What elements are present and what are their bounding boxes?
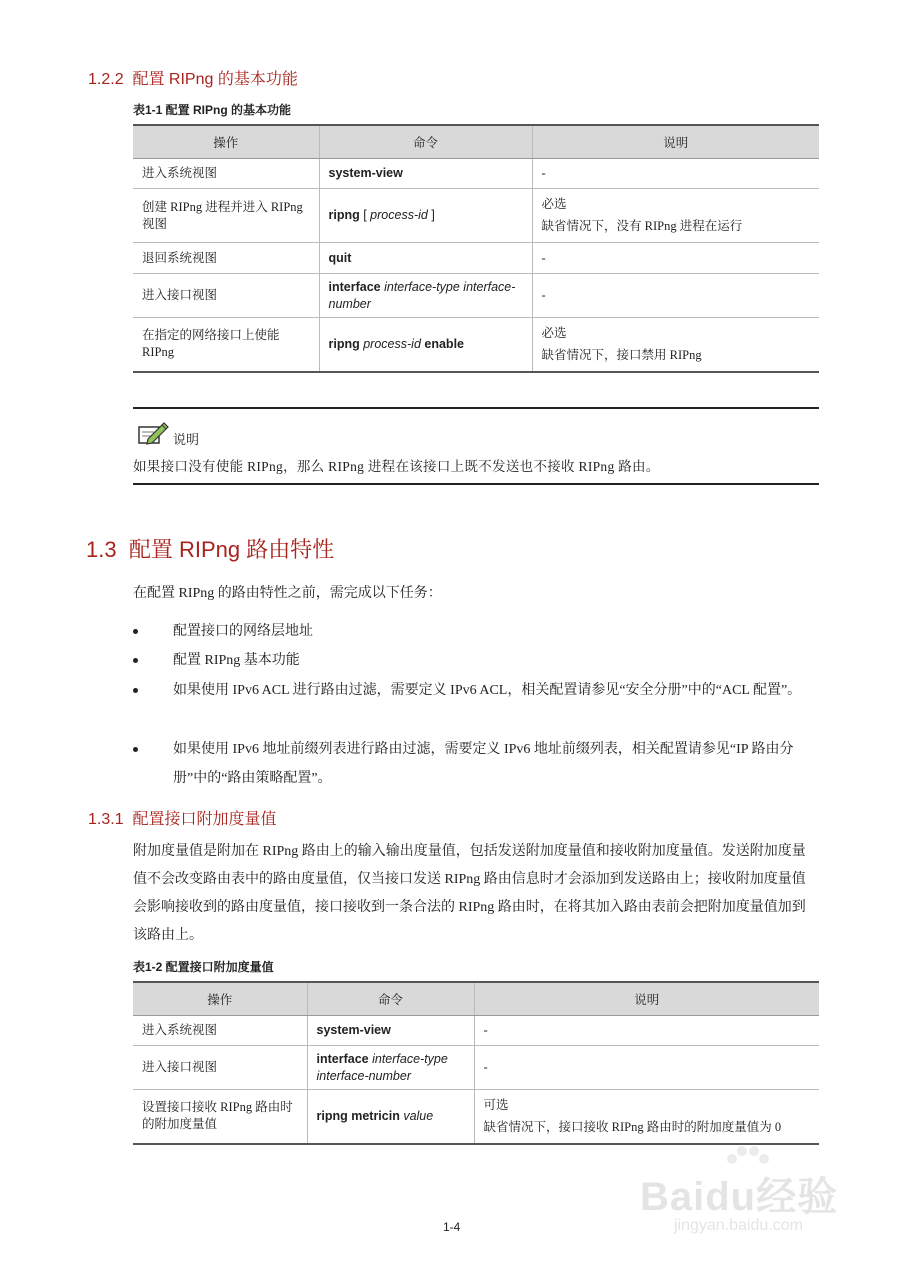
bullet-icon: [133, 658, 138, 663]
table-row: [133, 189, 819, 243]
header-operation: 操作: [133, 125, 319, 159]
description-cell: -: [474, 1046, 819, 1090]
description-cell: -: [532, 159, 819, 189]
table-caption-1-1: 表1-1 配置 RIPng 的基本功能: [133, 103, 292, 117]
watermark-brand: Baidu经验: [640, 1175, 839, 1219]
command-cell: quit: [319, 243, 532, 274]
note-text: 如果接口没有使能 RIPng，那么 RIPng 进程在该接口上既不发送也不接收 RIPng 路由。: [133, 459, 660, 474]
bullet-icon: [133, 688, 138, 693]
table-header-row: [133, 125, 819, 159]
page-number: 1-4: [443, 1220, 461, 1234]
bullet-icon: [133, 747, 138, 752]
operation-cell: 进入系统视图: [133, 159, 319, 189]
baidu-watermark: [640, 1145, 880, 1245]
header-command: 命令: [307, 982, 474, 1016]
command-cell: ripng process-id enable: [319, 318, 532, 372]
operation-cell: 创建 RIPng 进程并进入 RIPng 视图: [133, 189, 319, 243]
command-cell: interface interface-type interface-number: [307, 1046, 474, 1090]
description-cell: 可选 缺省情况下，接口接收 RIPng 路由时的附加度量值为 0: [474, 1090, 819, 1144]
table-row: [133, 1090, 819, 1144]
operation-cell: 设置接口接收 RIPng 路由时的附加度量值: [133, 1090, 307, 1144]
table-row: [133, 274, 819, 318]
table-row: [133, 1016, 819, 1046]
header-command: 命令: [319, 125, 532, 159]
section-paragraph: 附加度量值是附加在 RIPng 路由上的输入输出度量值，包括发送附加度量值和接收附加度量值。发送附加度量值不会改变路由表中的路由度量值，仅当接口发送 RIPng 路由信息时才会添加到发送路由上；接收附加度量值会影响接收到的路由度量值，接口接收到一条合法的 RIPng 路由时，在将其加入路由表前会把附加度量值加到该路由上。: [133, 844, 806, 943]
table-row: [133, 1046, 819, 1090]
command-cell: ripng metricin value: [307, 1090, 474, 1144]
section-intro: 在配置 RIPng 的路由特性之前，需完成以下任务：: [133, 586, 442, 601]
note-pencil-icon: [136, 419, 170, 452]
section-heading-1-3: 1.3 配置 RIPng 路由特性: [86, 537, 335, 562]
table-ripng-basic: [133, 124, 819, 373]
bullet-icon: [133, 629, 138, 634]
description-cell: -: [532, 274, 819, 318]
operation-cell: 退回系统视图: [133, 243, 319, 274]
command-cell: system-view: [307, 1016, 474, 1046]
header-operation: 操作: [133, 982, 307, 1016]
section-heading-1-2-2: 1.2.2 配置 RIPng 的基本功能: [88, 71, 298, 88]
operation-cell: 进入接口视图: [133, 1046, 307, 1090]
header-description: 说明: [474, 982, 819, 1016]
table-row: [133, 243, 819, 274]
operation-cell: 进入接口视图: [133, 274, 319, 318]
note-box: [133, 407, 819, 485]
table-row: [133, 159, 819, 189]
table-header-row: [133, 982, 819, 1016]
watermark-url: jingyan.baidu.com: [674, 1217, 803, 1234]
description-cell: 必选 缺省情况下，接口禁用 RIPng: [532, 318, 819, 372]
list-item: 配置 RIPng 基本功能: [133, 646, 823, 675]
table-metric: [133, 981, 819, 1145]
table-row: [133, 318, 819, 372]
description-cell: -: [474, 1016, 819, 1046]
list-item: 如果使用 IPv6 地址前缀列表进行路由过滤，需要定义 IPv6 地址前缀列表，相关配置请参见“IP 路由分册”中的“路由策略配置”。: [133, 735, 823, 793]
operation-cell: 在指定的网络接口上使能 RIPng: [133, 318, 319, 372]
header-description: 说明: [532, 125, 819, 159]
description-cell: 必选 缺省情况下，没有 RIPng 进程在运行: [532, 189, 819, 243]
command-cell: ripng [ process-id ]: [319, 189, 532, 243]
table-caption-1-2: 表1-2 配置接口附加度量值: [133, 960, 274, 974]
note-title: 说明: [173, 432, 200, 447]
list-item: 如果使用 IPv6 ACL 进行路由过滤，需要定义 IPv6 ACL，相关配置请参见“安全分册”中的“ACL 配置”。: [133, 676, 823, 705]
command-cell: system-view: [319, 159, 532, 189]
section-heading-1-3-1: 1.3.1 配置接口附加度量值: [88, 811, 277, 828]
operation-cell: 进入系统视图: [133, 1016, 307, 1046]
command-cell: interface interface-type interface-number: [319, 274, 532, 318]
description-cell: -: [532, 243, 819, 274]
list-item: 配置接口的网络层地址: [133, 617, 823, 646]
